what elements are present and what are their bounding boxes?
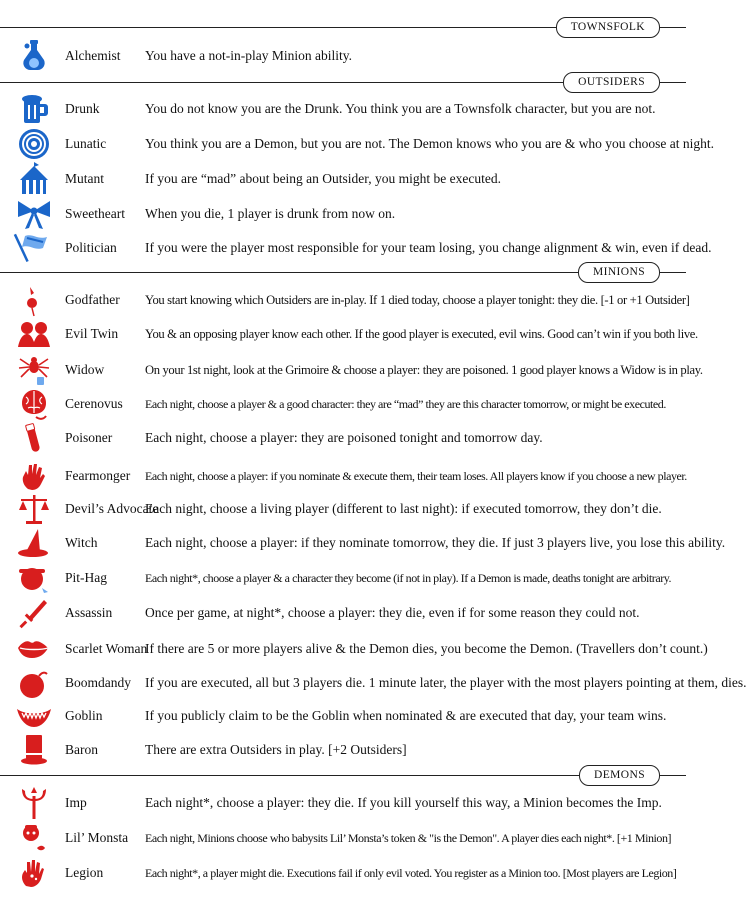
vial-icon [16, 421, 52, 455]
character-ability: Each night, Minions choose who babysits Lil’ Monsta’s token & "is the Demon". A player dies each night*. [+1 Minion] [145, 831, 672, 845]
character-row-pit-hag [0, 561, 686, 595]
bloody-hand-icon [16, 856, 52, 890]
grin-icon [16, 699, 52, 733]
section-label-townsfolk: TOWNSFOLK [556, 17, 660, 38]
character-row-alchemist [0, 39, 686, 73]
dagger-icon [16, 596, 52, 630]
character-ability: Each night, choose a player: they are poisoned tonight and tomorrow day. [145, 430, 543, 445]
character-row-goblin [0, 699, 686, 733]
character-name: Drunk [65, 101, 100, 116]
monster-icon [16, 821, 52, 855]
character-ability: Each night, choose a player: if they nominate tomorrow, they die. If just 3 players live, you lose this ability. [145, 535, 726, 550]
character-row-devils-advocate [0, 492, 686, 526]
character-row-widow [0, 353, 703, 387]
character-name: Lunatic [65, 136, 107, 151]
spider-icon [16, 353, 52, 387]
character-name: Scarlet Woman [65, 641, 148, 656]
bow-ribbon-icon [16, 197, 52, 231]
character-name: Lil’ Monsta [65, 830, 129, 845]
character-name: Evil Twin [65, 326, 119, 341]
trident-icon [16, 786, 52, 820]
character-name: Imp [65, 795, 87, 810]
character-row-assassin [0, 596, 686, 630]
character-ability: Each night, choose a player: if you nominate & execute them, their team loses. All players know if you choose a new player. [145, 469, 687, 483]
character-row-witch [0, 526, 726, 560]
character-row-politician [0, 231, 712, 265]
character-ability: You start knowing which Outsiders are in-play. If 1 died today, choose a player tonight: they die. [-1 or +1 Outsider] [145, 293, 690, 307]
character-row-boomdandy [0, 666, 747, 700]
bomb-icon [16, 666, 52, 700]
character-name: Poisoner [65, 430, 113, 445]
character-ability: If you publicly claim to be the Goblin when nominated & are executed that day, your team wins. [145, 708, 667, 723]
character-ability: You & an opposing player know each other. If the good player is executed, evil wins. Good can’t win if you both live. [145, 327, 698, 341]
character-name: Politician [65, 240, 117, 255]
character-row-imp [0, 786, 686, 820]
character-row-mutant [0, 162, 686, 196]
character-row-fearmonger [0, 459, 686, 493]
character-ability: You have a not-in-play Minion ability. [145, 48, 352, 63]
character-ability: On your 1st night, look at the Grimoire & choose a player: they are poisoned. 1 good player knows a Widow is in play. [145, 363, 703, 377]
flag-icon [16, 231, 52, 265]
character-row-baron [0, 733, 686, 767]
character-name: Sweetheart [65, 206, 125, 221]
character-row-lunatic [0, 127, 715, 161]
character-name: Godfather [65, 292, 120, 307]
character-ability: Each night*, choose a player: they die. If you kill yourself this way, a Minion becomes the Imp. [145, 795, 662, 810]
character-ability: If there are 5 or more players alive & the Demon dies, you become the Demon. (Travellers don’t count.) [145, 641, 708, 656]
character-name: Pit-Hag [65, 570, 107, 585]
character-ability: When you die, 1 player is drunk from now on. [145, 206, 396, 221]
character-name: Cerenovus [65, 396, 123, 411]
character-row-scarlet-woman [0, 632, 708, 666]
character-ability: There are extra Outsiders in play. [+2 Outsiders] [145, 742, 407, 757]
character-ability: Each night*, a player might die. Executions fail if only evil voted. You register as a Minion too. [Most players are Legion] [145, 866, 677, 880]
character-ability: If you are executed, all but 3 players die. 1 minute later, the player with the most players pointing at them, dies. [145, 675, 747, 690]
character-name: Assassin [65, 605, 113, 620]
alchemist-flask-icon [16, 39, 52, 73]
character-name: Boomdandy [65, 675, 131, 690]
character-ability: Each night*, choose a player & a character they become (if not in play). If a Demon is made, deaths tonight are arbitrary. [145, 571, 672, 585]
character-row-drunk [0, 92, 686, 126]
witch-hat-icon [16, 526, 52, 560]
circus-tent-icon [16, 162, 52, 196]
character-name: Witch [65, 535, 98, 550]
character-name: Legion [65, 865, 104, 880]
cauldron-icon [16, 561, 52, 595]
character-name: Baron [65, 742, 98, 757]
scales-icon [16, 492, 52, 526]
beer-mug-icon [16, 92, 52, 126]
character-name: Widow [65, 362, 105, 377]
character-ability: You do not know you are the Drunk. You think you are a Townsfolk character, but you are not. [145, 101, 656, 116]
section-label-minions: MINIONS [578, 262, 660, 283]
character-row-lil-monsta [0, 821, 686, 855]
rose-icon [16, 283, 52, 317]
hand-icon [16, 459, 52, 493]
section-label-demons: DEMONS [579, 765, 660, 786]
character-ability: You think you are a Demon, but you are not. The Demon knows who you are & who you choose at night. [145, 136, 715, 151]
brain-icon [16, 387, 52, 421]
twins-icon [16, 317, 52, 351]
character-row-cerenovus [0, 387, 686, 421]
character-row-evil-twin [0, 317, 698, 351]
character-ability: If you were the player most responsible for your team losing, you change alignment & win, even if dead. [145, 240, 712, 255]
spiral-icon [16, 127, 52, 161]
character-name: Alchemist [65, 48, 121, 63]
character-ability: If you are “mad” about being an Outsider, you might be executed. [145, 171, 501, 186]
character-row-sweetheart [0, 197, 686, 231]
character-ability: Each night, choose a living player (different to last night): if executed tomorrow, they don’t die. [145, 501, 662, 516]
character-name: Mutant [65, 171, 104, 186]
section-label-outsiders: OUTSIDERS [563, 72, 660, 93]
character-ability: Each night, choose a player & a good character: they are “mad” they are this character tomorrow, or might be executed. [145, 397, 666, 411]
character-name: Goblin [65, 708, 103, 723]
lips-icon [16, 632, 52, 666]
top-hat-icon [16, 733, 52, 767]
character-ability: Once per game, at night*, choose a player: they die, even if for some reason they could not. [145, 605, 640, 620]
character-row-godfather [0, 283, 690, 317]
character-row-legion [0, 856, 686, 890]
character-name: Devil’s Advocate [65, 501, 159, 516]
character-name: Fearmonger [65, 468, 131, 483]
character-row-poisoner [0, 421, 686, 455]
